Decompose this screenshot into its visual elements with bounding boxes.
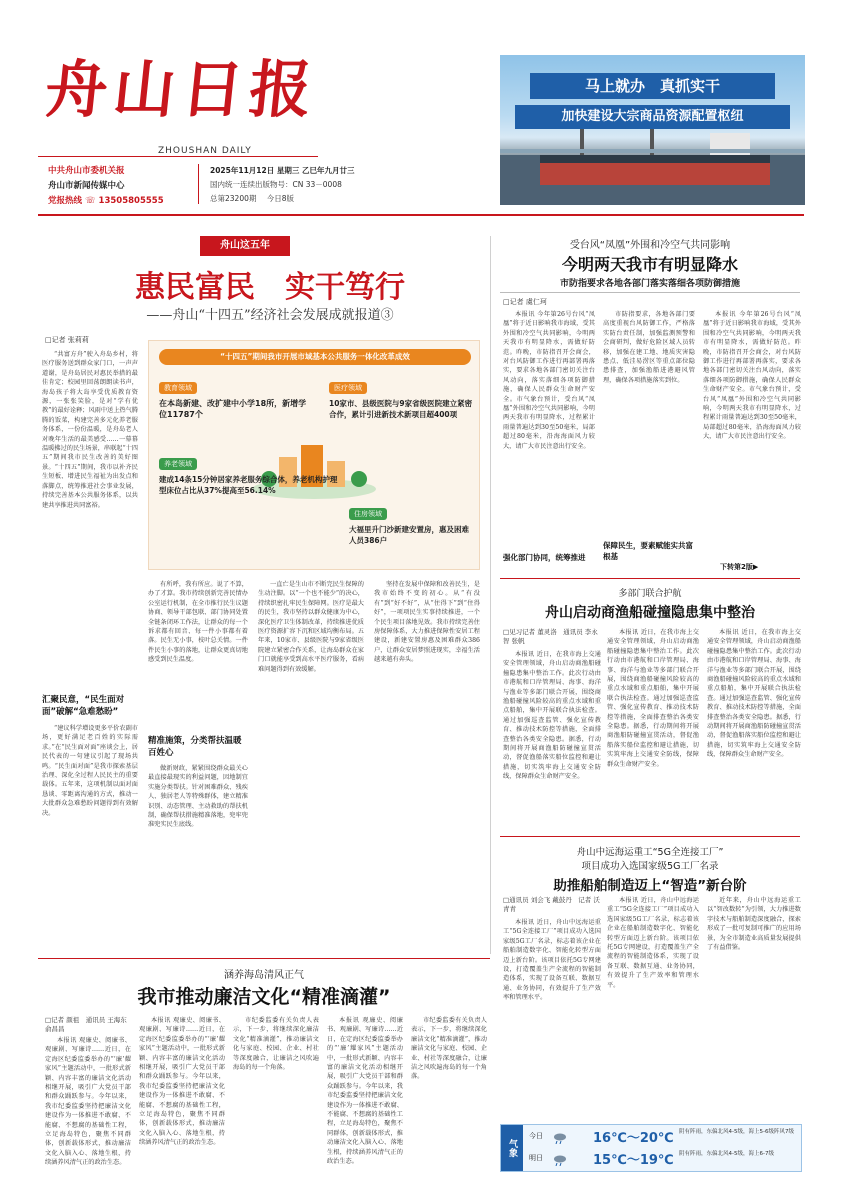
lead-tag: [200, 236, 290, 256]
fiveg-story-byline: □通讯员 刘会飞 戴鼓丹 记者 沃青青: [503, 896, 600, 913]
clean-story-col4: 本报讯 观廉史、阅廉书、观廉剧、写廉诗……近日，在定海区纪委监委举办的“‘廉’耀家风”主题活动中，一批形式新颖、内容丰富的廉洁文化活动相继开展，吸引广大党员干部和群众踊跃参与。今年以来，我市纪委监委坚持把廉洁文化建设作为一体推进不敢腐、不能腐、不想腐的基础性工程，立足海岛特色，聚焦不同群体，创新载体形式，推动廉洁文化入脑入心、落地生根，持续涵养风清气正的政治生态。: [327, 1017, 403, 1166]
masthead-issue-no: 总第23200期: [210, 194, 257, 203]
masthead-cn: 国内统一连续出版物号：CN 33－0008: [210, 180, 342, 189]
infographic-edu: [159, 375, 309, 435]
boat-story-kicker: 多部门联合护航: [618, 589, 682, 599]
infographic-elder: [159, 451, 339, 511]
weather-story-kicker: 受台风“凤凰”外围和冷空气共同影响: [569, 240, 731, 251]
right-divider-2: [500, 836, 800, 837]
weather-label: 气象: [501, 1125, 523, 1171]
boat-story-col2: 本报讯 近日，在我市海上交通安全管理领域，舟山启动商渔船碰撞隐患集中整治工作。此次行动由市港航和口岸管理局、海事、海洋与渔业等多部门联合开展，围绕商渔船碰撞风险较高的重点水域和重点船舶，集中开展联合执法检查。通过加强巡查监管、强化宣传教育、推动技术防控等措施，全面排查整治各类安全隐患。据悉，行动期间将开展商渔船防碰撞宣贯活动，督促渔船落实船位监控和避让措施，切实筑牢海上交通安全防线，保障群众生命财产安全。: [607, 629, 699, 768]
clean-story-col2: 本报讯 观廉史、阅廉书、观廉剧、写廉诗……近日，在定海区纪委监委举办的“‘廉’耀家风”主题活动中，一批形式新颖、内容丰富的廉洁文化活动相继开展，吸引广大党员干部和群众踊跃参与。今年以来，我市纪委监委坚持把廉洁文化建设作为一体推进不敢腐、不能腐、不想腐的基础性工程，立足海岛特色，聚焦不同群体，创新载体形式，推动廉洁文化入脑入心、落地生根，持续涵养风清气正的政治生态。: [139, 1017, 225, 1147]
masthead-rule: [38, 156, 318, 157]
clean-story-col5: 市纪委监委有关负责人表示，下一步，将继续深化廉洁文化“精准滴灌”，推动廉洁文化与家庭、校园、企业、村社等深度融合，让廉洁之风吹遍海岛的每一个角落。: [411, 1017, 487, 1081]
clean-story-title: 我市推动廉洁文化“精准滴灌”: [137, 986, 391, 1008]
weather-today-label: 今日: [529, 1132, 543, 1140]
fiveg-story-text2: 近年来，舟山中远海运重工以“智改数转”为引领，大力推进数字技术与船舶制造深度融合，探索形成了一批可复制可推广的应用场景，为全市制造业高质量发展提供了有益借鉴。: [707, 897, 801, 952]
right-divider-1: [500, 578, 800, 579]
lead-tag-text: 舟山这五年: [220, 240, 270, 251]
masthead-hotline: 党报热线 ☏ 13505805555: [48, 196, 164, 206]
lead-title: 惠民富民 实干笃行: [135, 270, 405, 305]
fiveg-story-text: 本报讯 近日，舟山中远海运重工“5G全连接工厂”项目成功入选国家级5G工厂名录，标志着该企业在船舶制造数字化、智能化转型方面迈上新台阶。该项目依托5G专网建设，打造覆盖生产全流程的智能制造体系，实现了设备互联、数据互通、业务协同，有效提升了生产效率和管理水平。: [503, 919, 601, 1002]
lead-subhead2: 精准施策，分类帮扶温暖百姓心: [148, 736, 242, 758]
infographic-house: [349, 501, 474, 561]
masthead-logo: 舟山日报: [41, 53, 322, 126]
bottom-rule: [38, 958, 490, 959]
weather-story-text: 本报讯 今年第26号台风“凤凰”将于近日影响我市海域，受其外围和冷空气共同影响，今明两天我市有明显降水，需做好防范。昨晚，市防指召开会商会，对台风防御工作进行再部署再落实，要求各地各部门密切关注台风动向，落实落细各项防御措施，确保人民群众生命财产安全。市气象台预计，受台风“凤凰”外围和冷空气共同影响，今明两天我市有明显降水，过程累计雨量普遍达到30至50毫米，局部超过80毫米，沿海海面风力较大，请广大市民注意出行安全。: [503, 311, 595, 450]
boat-story-title: 舟山启动商渔船碰撞隐患集中整治: [545, 605, 755, 621]
lead-col4-text: 坚持在发展中保障和改善民生，是我市始终不变的初心。从“有没有”到“好不好”，从“住得下”到“住得好”，一项项民生实事持续推进，一个个民生项目落地见效。我市持续完善住房保障体系，大力推进保障性安居工程建设，新建安置房惠及困难群众386户，让群众安居梦照进现实，幸福生活越来越有奔头。: [374, 581, 480, 664]
clean-story-col3: 市纪委监委有关负责人表示，下一步，将继续深化廉洁文化“精准滴灌”，推动廉洁文化与家庭、校园、企业、村社等深度融合，让廉洁之风吹遍海岛的每一个角落。: [233, 1017, 319, 1072]
weather-story-subtitle: 市防指要求各地各部门落实落细各项防御措施: [559, 279, 740, 289]
weather-tomorrow-label: 明日: [529, 1154, 543, 1162]
infographic-edu-label: 教育领域: [159, 382, 197, 394]
fiveg-story-title: 助推船舶制造迈上“智造”新台阶: [553, 878, 747, 894]
weather-story-rule: [500, 292, 800, 293]
infographic-house-label: 住房领域: [349, 508, 387, 520]
weather-story-more[interactable]: 下转第2版▶: [720, 563, 759, 571]
fiveg-story-kicker2: 项目成功入选国家级5G工厂名录: [581, 861, 719, 872]
masthead-logo-en: ZHOUSHAN DAILY: [158, 146, 252, 156]
masthead-bottom-rule: [38, 214, 804, 216]
weather-story-text2: 市防指要求，各地各部门要高度重视台风防御工作，严格落实防台责任制，加强监测预警和会商研判，做好危险区域人员转移，加强在建工地、地质灾害隐患点、低洼易涝区等重点部位隐患排查，加强渔船进港避风管理，确保各项措施落实到位。: [603, 311, 695, 384]
lead-col1b-text: “建议科学增设更多平价农副市场，更好满足老百姓的实际需求。”在“民生面对面”座谈会上，居民代表的一句建议引起了现场共鸣。“民生面对面”是我市探索基层治理、深化全过程人民民主的重要载体。五年来，这项机制以面对面恳谈、零距离沟通的方式，推动一大批群众急难愁盼问题得到有效解决。: [42, 725, 138, 817]
lead-col1-text: “共富方舟”驶入舟岛乡村，将医疗服务送到群众家门口，一声声道谢，是舟岛居民对惠民举措的最佳肯定；校园里回荡朗朗读书声，海岛孩子将大岛享受优质教育资源，一张张笑脸，是对“学有优教”的最好诠释；风雨中送上热气腾腾的饭菜，构建完善多元化养老服务体系，一份份温暖，是舟岛老人对晚年生活的最美感受……一幕幕温暖拂过的民生场景，串联起“十四五”期间我市民生改善的美好图景。“十四五”期间，我市以补齐民生短板、增进民生福祉为出发点和落脚点，统筹推进社会事业发展，持续完善基本公共服务体系，以共建共享推进共同富裕。: [42, 351, 138, 509]
infographic-edu-text: 在本岛新建、改扩建中小学18所，新增学位11787个: [159, 399, 307, 419]
weather-today-temp: 16℃～20℃: [593, 1131, 674, 1146]
weather-today-desc: 阴有阵雨，东偏北风4-5级，海上5-6级阵风7级: [679, 1129, 794, 1135]
weather-story-title: 今明两天我市有明显降水: [561, 255, 738, 274]
masthead-issue: [210, 193, 294, 204]
infographic-elder-text: 建成14条15分钟居家养老服务综合体，养老机构护理型床位占比从37%提高至56.14%: [159, 475, 338, 495]
lead-subhead1: 汇聚民意，“民生面对面”破解“急难愁盼”: [42, 695, 125, 717]
weather-box: [500, 1124, 802, 1172]
infographic-house-text: 大福里升门沙新建安置房，惠及困难人员386户: [349, 525, 469, 545]
fiveg-story-col2: 本报讯 近日，舟山中远海运重工“5G全连接工厂”项目成功入选国家级5G工厂名录，标志着该企业在船舶制造数字化、智能化转型方面迈上新台阶。该项目依托5G专网建设，打造覆盖生产全流程的智能制造体系，实现了设备互联、数据互通、业务协同，有效提升了生产效率和管理水平。: [607, 897, 699, 989]
masthead-publisher: 舟山市新闻传媒中心: [48, 181, 125, 191]
fiveg-story-kicker: 舟山中远海运重工“5G全连接工厂”: [576, 847, 724, 858]
masthead-divider: [198, 164, 199, 204]
lead-subtitle: ——舟山“十四五”经济社会发展成就报道③: [146, 308, 394, 323]
lead-right-divider: [490, 236, 491, 954]
masthead-date: 2025年11月12日 星期三 乙巳年九月廿三: [210, 166, 355, 175]
lead-col2b-text: 做新财政，紧紧围绕群众最关心最直接最现实的利益问题，因地制宜实施分类帮扶。针对困难群众、残疾人、独居老人等特殊群体，建立精准识别、动态管理、主动救助的帮扶机制，确保帮扶措施精准落地，兜牢兜准兜实民生底线。: [148, 765, 248, 829]
clean-story-byline: □记者 颜祖 通讯员 王海东 俞昌昌: [45, 1016, 127, 1033]
weather-tomorrow-desc: 阴有阵雨，东偏北风4-5级，海上6-7级: [679, 1151, 774, 1157]
lead-col2-text: 有所呼，我有所应。说了不算，办了才算。我市持续创新完善民情办公室运行机制，在全市推行民生议题协商、领导干部包联、部门协同处置全链条闭环工作法，让群众的每一个诉求都有回音、每一件小事都有着落。民生无小事，枝叶总关情。一件件民生小事的落地，让群众更真切地感受到民生温度。: [148, 581, 248, 664]
masthead-banner: [500, 55, 805, 205]
rain-icon: [553, 1129, 567, 1141]
boat-story-text: 本报讯 近日，在我市海上交通安全管理领域，舟山启动商渔船碰撞隐患集中整治工作。此次行动由市港航和口岸管理局、海事、海洋与渔业等多部门联合开展，围绕商渔船碰撞风险较高的重点水域和重点船舶，集中开展联合执法检查。通过加强巡查监管、强化宣传教育、推动技术防控等措施，全面排查整治各类安全隐患。据悉，行动期间将开展商渔船防碰撞宣贯活动，督促渔船落实船位监控和避让措施，切实筑牢海上交通安全防线，保障群众生命财产安全。: [503, 651, 601, 781]
boat-story-col3: 本报讯 近日，在我市海上交通安全管理领域，舟山启动商渔船碰撞隐患集中整治工作。此次行动由市港航和口岸管理局、海事、海洋与渔业等多部门联合开展，围绕商渔船碰撞风险较高的重点水域和重点船舶，集中开展联合执法检查。通过加强巡查监管、强化宣传教育、推动技术防控等措施，全面排查整治各类安全隐患。据悉，行动期间将开展商渔船防碰撞宣贯活动，督促渔船落实船位监控和避让措施，切实筑牢海上交通安全防线，保障群众生命财产安全。: [707, 629, 801, 759]
boat-story-byline: □见习记者 董灵洛 通讯员 李永智 张帆: [503, 628, 598, 645]
clean-story-kicker: 涵养海岛清风正气: [224, 970, 304, 981]
infographic-med-label: 医疗领域: [329, 382, 367, 394]
clean-story-text: 本报讯 观廉史、阅廉书、观廉剧、写廉诗……近日，在定海区纪委监委举办的“‘廉’耀家风”主题活动中，一批形式新颖、内容丰富的廉洁文化活动相继开展，吸引广大党员干部和群众踊跃参与。今年以来，我市纪委监委坚持把廉洁文化建设作为一体推进不敢腐、不能腐、不想腐的基础性工程，立足海岛特色，聚焦不同群体，创新载体形式，推动廉洁文化入脑入心、落地生根，持续涵养风清气正的政治生态。: [45, 1037, 131, 1167]
infographic-title: “十四五”期间我市开展市域基本公共服务一体化改革成效: [159, 349, 471, 365]
weather-tomorrow-temp: 15℃～19℃: [593, 1153, 674, 1168]
weather-story-byline: □记者 虞仁珂: [503, 298, 547, 306]
infographic-elder-label: 养老领域: [159, 458, 197, 470]
banner-line1: 马上就办 真抓实干: [530, 73, 775, 99]
lead-col3-text: 一直亡是生山市不断完民生保障的生动注脚。以“一个也不能少”的决心，持续织密扎牢民生保障网。医疗是最大的民生，我市坚持以群众健康为中心，深化医疗卫生体制改革，持续推进优质医疗资源扩容下沉和区域均衡布局。五年来，10家市、县级医院与9家省级医院建立紧密合作关系，让海岛群众在家门口就能享受到高水平医疗服务，看病难问题得到有效缓解。: [258, 581, 364, 673]
masthead-pages: 今日8版: [266, 194, 295, 203]
infographic-med-text: 10家市、县级医院与9家省级医院建立紧密合作，累计引进新技术新项目超400项: [329, 399, 473, 419]
lead-infographic: [148, 340, 480, 570]
weather-story-col3: 本报讯 今年第26号台风“凤凰”将于近日影响我市海域，受其外围和冷空气共同影响，今明两天我市有明显降水，需做好防范。昨晚，市防指召开会商会，对台风防御工作进行再部署再落实，要求各地各部门密切关注台风动向，落实落细各项防御措施，确保人民群众生命财产安全。市气象台预计，受台风“凤凰”外围和冷空气共同影响，今明两天我市有明显降水，过程累计雨量普遍达到30至50毫米，局部超过80毫米，沿海海面风力较大，请广大市民注意出行安全。: [703, 311, 801, 441]
lead-byline: □记者 张莉莉: [45, 336, 89, 344]
banner-line2: 加快建设大宗商品资源配置枢纽: [515, 105, 790, 129]
weather-story-subhead1: 强化部门协同，统筹推进: [503, 553, 586, 562]
masthead-sponsor: 中共舟山市委机关报: [48, 166, 125, 176]
weather-story-subhead2: 保障民生，要素赋能实共富根基: [603, 541, 693, 561]
rain-icon: [553, 1151, 567, 1163]
